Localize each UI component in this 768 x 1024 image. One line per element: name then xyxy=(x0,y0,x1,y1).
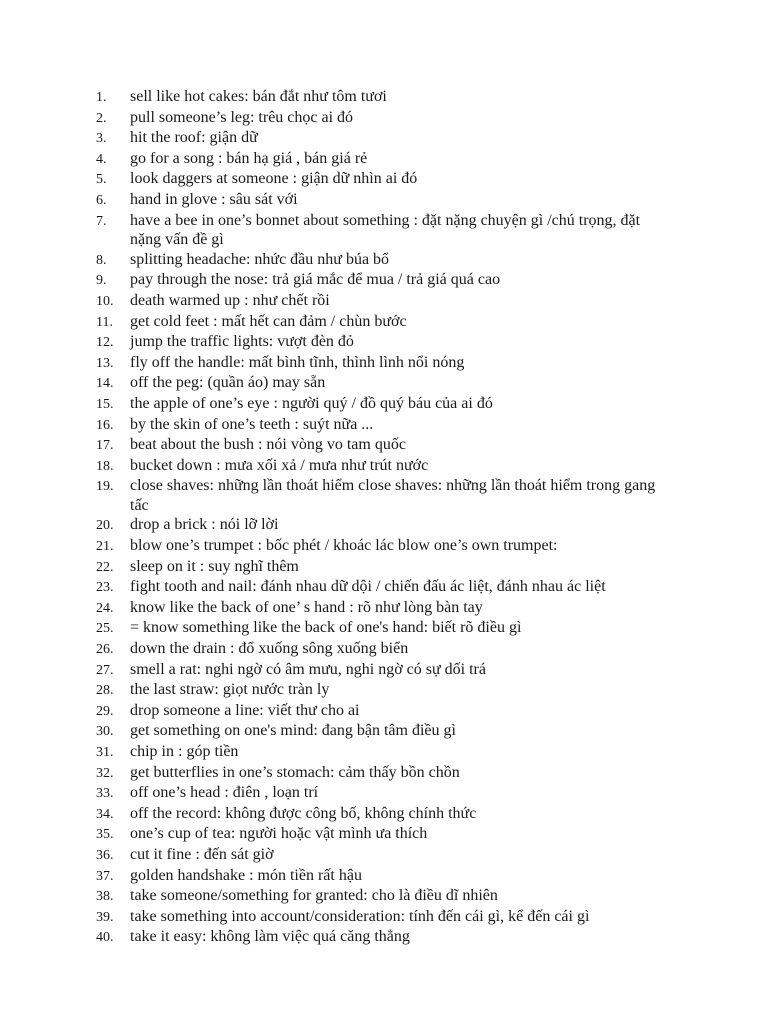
list-item-number: 40. xyxy=(96,930,114,946)
list-item-number: 16. xyxy=(96,417,114,433)
list-item-number: 4. xyxy=(96,151,107,167)
list-item-text: pull someone’s leg: trêu chọc ai đó xyxy=(130,108,354,126)
list-item-number: 20. xyxy=(96,518,114,534)
idiom-list xyxy=(96,87,656,948)
list-item-text: death warmed up : như chết rồi xyxy=(130,291,330,309)
list-item xyxy=(96,373,656,394)
list-item xyxy=(96,87,656,108)
list-item-text: down the drain : đổ xuống sông xuống biển xyxy=(130,640,409,658)
list-item-number: 10. xyxy=(96,293,114,309)
list-item-number: 8. xyxy=(96,252,107,268)
list-item xyxy=(96,456,656,477)
list-item-number: 15. xyxy=(96,396,114,412)
list-item-number: 14. xyxy=(96,376,114,392)
list-item xyxy=(96,824,656,845)
list-item-number: 29. xyxy=(96,703,114,719)
list-item-text: have a bee in one’s bonnet about something : đặt nặng chuyện gì /chú trọng, đặt nặng vấn đề gì xyxy=(130,211,641,249)
list-item-number: 19. xyxy=(96,479,114,495)
list-item xyxy=(96,394,656,415)
list-item-text: get butterflies in one’s stomach: cảm thấy bồn chồn xyxy=(130,763,460,781)
list-item-text: look daggers at someone : giận dữ nhìn ai đó xyxy=(130,170,418,188)
list-item xyxy=(96,211,656,250)
list-item xyxy=(96,742,656,763)
list-item xyxy=(96,128,656,149)
list-item-text: sell like hot cakes: bán đắt như tôm tươi xyxy=(130,88,387,105)
list-item-number: 30. xyxy=(96,724,114,740)
list-item-text: drop a brick : nói lỡ lời xyxy=(130,516,279,534)
list-item xyxy=(96,169,656,190)
list-item-number: 34. xyxy=(96,806,114,822)
list-item-number: 31. xyxy=(96,745,114,760)
list-item-number: 2. xyxy=(96,110,107,126)
list-item-number: 39. xyxy=(96,909,114,925)
list-item xyxy=(96,250,656,271)
list-item-number: 28. xyxy=(96,683,114,699)
list-item xyxy=(96,721,656,742)
list-item-text: take it easy: không làm việc quá căng thẳng xyxy=(130,928,410,946)
list-item-number: 35. xyxy=(96,827,114,843)
list-item xyxy=(96,353,656,374)
list-item-text: = know something like the back of one's hand: biết rõ điều gì xyxy=(130,619,522,637)
list-item-number: 6. xyxy=(96,192,107,208)
list-item xyxy=(96,108,656,129)
list-item-number: 23. xyxy=(96,580,114,596)
list-item-text: hand in glove : sâu sát với xyxy=(130,190,298,208)
list-item-number: 38. xyxy=(96,889,114,905)
list-item xyxy=(96,845,656,866)
list-item-text: get something on one's mind: đang bận tâm điều gì xyxy=(130,722,456,740)
list-item-number: 17. xyxy=(96,438,114,454)
list-item-text: take someone/something for granted: cho là điều dĩ nhiên xyxy=(130,887,498,905)
list-item-text: know like the back of one’ s hand : rõ như lòng bàn tay xyxy=(130,598,483,616)
list-item-text: off the record: không được công bố, không chính thức xyxy=(130,804,477,822)
list-item-text: the apple of one’s eye : người quý / đồ quý báu của ai đó xyxy=(130,394,493,412)
list-item-text: close shaves: những lần thoát hiểm close shaves: những lần thoát hiểm trong gang tấc xyxy=(130,477,656,514)
list-item-number: 5. xyxy=(96,172,107,188)
list-item-text: one’s cup of tea: người hoặc vật mình ưa thích xyxy=(130,825,428,843)
list-item xyxy=(96,536,656,557)
list-item xyxy=(96,270,656,291)
list-item-text: by the skin of one’s teeth : suýt nữa ... xyxy=(130,415,374,433)
list-item-text: sleep on it : suy nghĩ thêm xyxy=(130,557,299,575)
list-item-number: 32. xyxy=(96,765,114,781)
list-item-number: 13. xyxy=(96,355,114,371)
list-item-text: cut it fine : đến sát giờ xyxy=(130,845,274,863)
list-item-text: hit the roof: giận dữ xyxy=(130,129,258,147)
list-item-text: golden handshake : món tiền rất hậu xyxy=(130,866,362,884)
list-item-number: 9. xyxy=(96,273,107,289)
list-item xyxy=(96,476,656,515)
list-item-text: get cold feet : mất hết can đảm / chùn bước xyxy=(130,312,407,330)
list-item-text: bucket down : mưa xối xả / mưa như trút nước xyxy=(130,456,429,474)
list-item xyxy=(96,149,656,170)
list-item-number: 22. xyxy=(96,559,114,575)
list-item xyxy=(96,598,656,619)
list-item xyxy=(96,515,656,536)
list-item-text: go for a song : bán hạ giá , bán giá rẻ xyxy=(130,149,368,167)
list-item xyxy=(96,332,656,353)
list-item-text: the last straw: giọt nước tràn ly xyxy=(130,681,330,699)
list-item xyxy=(96,701,656,722)
list-item xyxy=(96,886,656,907)
list-item xyxy=(96,639,656,660)
list-item-text: off the peg: (quần áo) may sẵn xyxy=(130,374,326,392)
list-item-text: fly off the handle: mất bình tĩnh, thình lình nổi nóng xyxy=(130,353,465,371)
list-item-number: 3. xyxy=(96,131,107,147)
list-item xyxy=(96,415,656,436)
list-item-text: off one’s head : điên , loạn trí xyxy=(130,784,319,802)
list-item xyxy=(96,291,656,312)
list-item xyxy=(96,907,656,928)
list-item-text: chip in : góp tiền xyxy=(130,743,239,760)
list-item xyxy=(96,557,656,578)
list-item-number: 37. xyxy=(96,868,114,884)
list-item-text: take something into account/consideration: tính đến cái gì, kể đến cái gì xyxy=(130,907,590,925)
list-item xyxy=(96,804,656,825)
list-item xyxy=(96,312,656,333)
list-item xyxy=(96,435,656,456)
list-item-number: 26. xyxy=(96,642,114,658)
list-item-number: 7. xyxy=(96,213,107,229)
list-item-text: blow one’s trumpet : bốc phét / khoác lác blow one’s own trumpet: xyxy=(130,537,558,555)
list-item xyxy=(96,763,656,784)
list-item-text: fight tooth and nail: đánh nhau dữ dội / chiến đấu ác liệt, đánh nhau ác liệt xyxy=(130,578,606,596)
list-item xyxy=(96,927,656,948)
list-item-text: smell a rat: nghi ngờ có âm mưu, nghi ngờ có sự dối trá xyxy=(130,660,486,678)
list-item xyxy=(96,783,656,804)
list-item-text: pay through the nose: trả giá mắc để mua / trả giá quá cao xyxy=(130,271,501,289)
list-item-number: 24. xyxy=(96,600,114,616)
list-item-number: 25. xyxy=(96,621,114,637)
list-item-number: 21. xyxy=(96,539,114,555)
list-item xyxy=(96,618,656,639)
list-item-number: 33. xyxy=(96,786,114,802)
list-item xyxy=(96,680,656,701)
list-item-text: beat about the bush : nói vòng vo tam quốc xyxy=(130,436,406,454)
list-item-number: 1. xyxy=(96,90,107,105)
list-item xyxy=(96,866,656,887)
list-item xyxy=(96,190,656,211)
list-item-number: 12. xyxy=(96,335,114,351)
list-item-number: 27. xyxy=(96,662,114,678)
list-item-number: 11. xyxy=(96,314,113,330)
list-item-text: splitting headache: nhức đầu như búa bổ xyxy=(130,250,390,268)
list-item-number: 36. xyxy=(96,847,114,863)
list-item xyxy=(96,660,656,681)
list-item xyxy=(96,577,656,598)
list-item-number: 18. xyxy=(96,458,114,474)
list-item-text: jump the traffic lights: vượt đèn đỏ xyxy=(130,333,354,351)
list-item-text: drop someone a line: viết thư cho ai xyxy=(130,701,360,719)
